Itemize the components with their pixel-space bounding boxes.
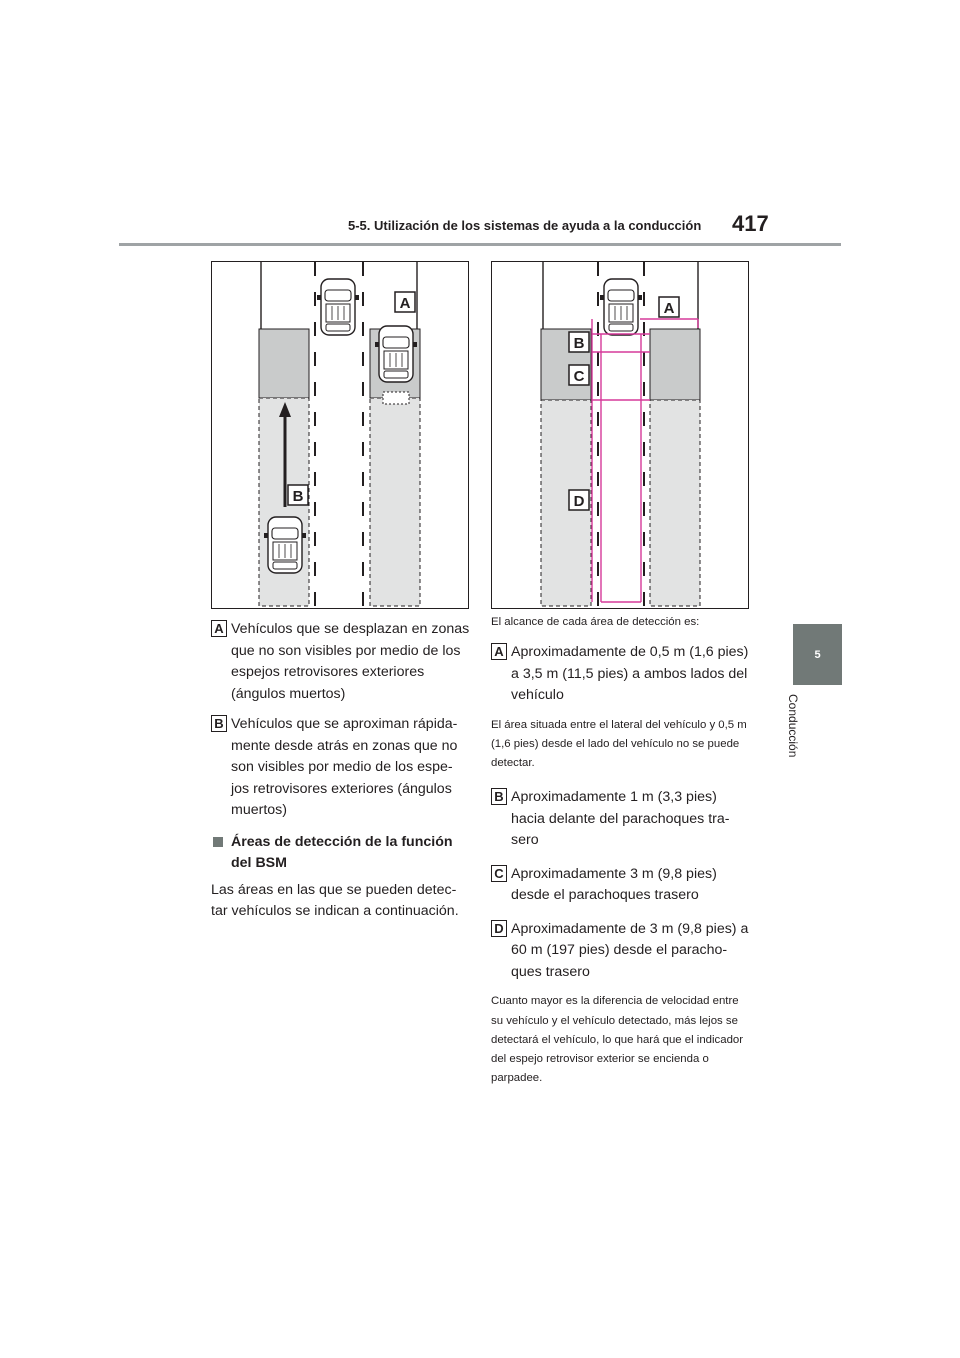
range-badge-a: A [491,643,507,660]
chapter-label [780,694,810,774]
range-item-d [491,919,756,984]
bsm-paragraph: Las áreas en las que se pueden detec-tar vehículos se indican a continuación. [211,881,459,919]
letter-badge-b: B [211,715,227,732]
letter-badge-a: A [211,620,227,637]
figure-detection-areas [491,261,749,609]
chapter-tab: 5 [793,624,842,685]
note-final: Cuanto mayor es la diferencia de velocidad entre su vehículo y el vehículo detectado, más lejos se detectará el vehículo, lo que hará que el indicador del espejo retrovisor exterior se encienda o parpadee. [491,995,744,1085]
range-badge-d: D [491,920,507,937]
legend-item-a [211,619,471,705]
legend-text-a: Vehículos que se desplazan en zonas que no son visibles por medio de los espejos retrovisores exteriores (ángulos muertos) [231,621,470,702]
note-a: El área situada entre el lateral del vehículo y 0,5 m (1,6 pies) desde el lado del vehículo no se puede detectar. [491,718,747,770]
range-text-b: Aproximadamente 1 m (3,3 pies) hacia delante del parachoques tra-sero [511,789,730,849]
header-rule [119,243,841,246]
figure-blind-spot-overview [211,261,469,609]
fig1-label-b: B [292,488,304,505]
range-badge-b: B [491,788,507,805]
range-badge-c: C [491,865,507,882]
range-text-a: Aproximadamente de 0,5 m (1,6 pies) a 3,5 m (11,5 pies) a ambos lados del vehículo [511,644,749,704]
left-column [211,619,470,922]
chapter-label-text: Conducción [786,694,800,758]
heading-square-icon [213,837,223,847]
fig2-label-a: A [663,300,675,317]
section-title: 5-5. Utilización de los sistemas de ayuda a la conducción [348,218,702,233]
right-column [491,613,751,1096]
page-number: 417 [732,211,769,236]
range-item-a [491,642,751,707]
intro-text: El alcance de cada área de detección es: [491,616,700,628]
range-item-c [491,864,751,907]
range-text-c: Aproximadamente 3 m (9,8 pies) desde el parachoques trasero [511,865,717,904]
range-text-d: Aproximadamente de 3 m (9,8 pies) a 60 m (197 pies) desde el paracho-ques trasero [511,920,749,980]
legend-item-b [211,714,467,822]
fig2-label-d: D [573,493,585,510]
fig1-label-a: A [399,295,411,312]
legend-text-b: Vehículos que se aproximan rápida-mente desde atrás en zonas que no son visibles por medio de los espe-jos retrovisores exteriores (ángulos muertos) [231,716,458,818]
range-item-b [491,787,751,852]
bsm-heading-text: Áreas de detección de la función del BSM [231,833,453,871]
fig2-label-c: C [573,368,585,385]
fig2-label-b: B [573,335,585,352]
bsm-heading [211,832,467,874]
